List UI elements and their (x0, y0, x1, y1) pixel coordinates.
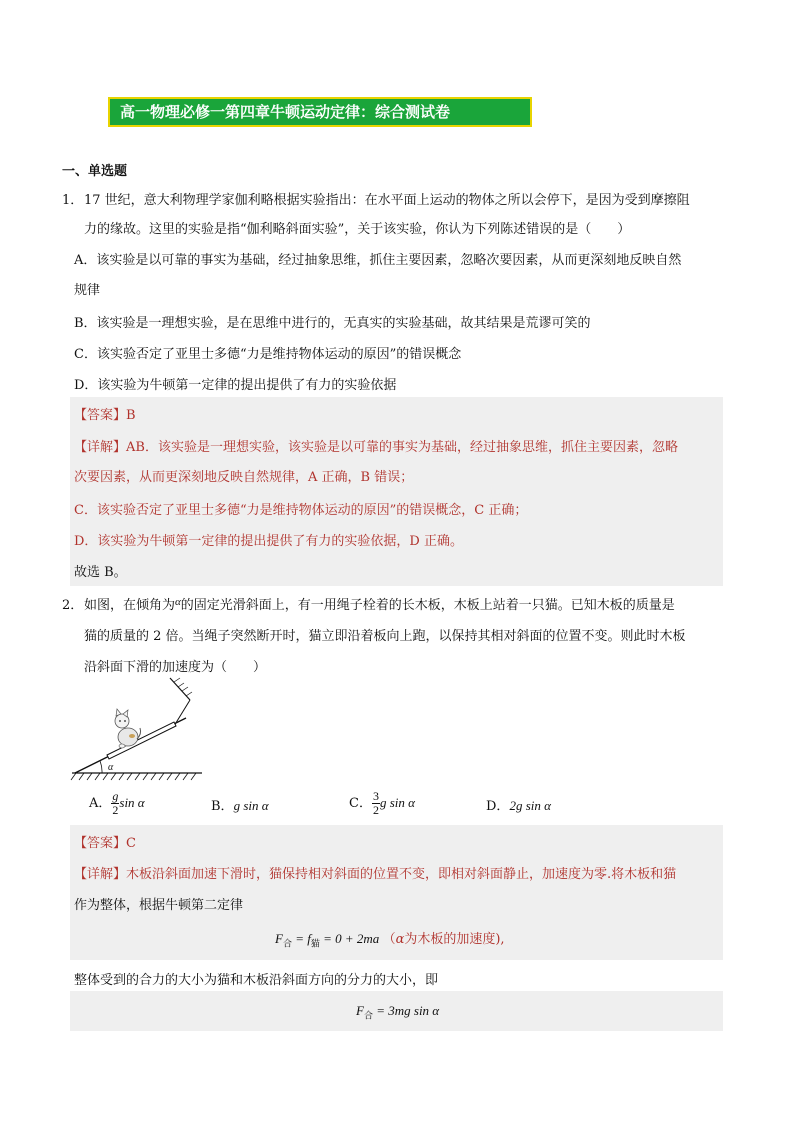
q1-detail-line4: D．该实验为牛顿第一定律的提出提供了有力的实验依据，D 正确。 (74, 534, 463, 549)
q2-option-d-label: D． (486, 799, 510, 814)
q1-option-d: D．该实验为牛顿第一定律的提出提供了有力的实验依据 (74, 378, 397, 393)
incline-figure (70, 676, 210, 786)
eq-mid: = f (291, 931, 311, 946)
q1-detail-line1: 【详解】AB．该实验是一理想实验，该实验是以可靠的事实为基础，经过抽象思维，抓住主要因素，忽略 (74, 440, 678, 455)
q2-option-c-label: C． (349, 796, 372, 811)
eq-note: （α为木板的加速度), (382, 932, 505, 947)
q1-option-a-line2: 规律 (74, 283, 101, 298)
q2-option-b-label: B． (211, 799, 234, 814)
q2-option-a (89, 790, 145, 817)
q2-stem-line1-b: 的固定光滑斜面上，有一用绳子栓着的长木板，木板上站着一只猫。已知木板的质量是 (180, 598, 675, 613)
eq-subscript: 合 (363, 1010, 373, 1021)
alpha-symbol: α (175, 596, 181, 608)
svg-text:α: α (108, 762, 114, 773)
q2-option-b-text: g sin α (233, 798, 269, 813)
q2-stem-line2: 猫的质量的 2 倍。当绳子突然断开时，猫立即沿着板向上跑，以保持其相对斜面的位置不变。则此时木板 (84, 629, 686, 644)
q2-detail-line1: 【详解】木板沿斜面加速下滑时，猫保持相对斜面的位置不变，即相对斜面静止，加速度为零.将木板和猫 (74, 867, 677, 882)
q2-stem-line3: 沿斜面下滑的加速度为（ ） (84, 660, 267, 675)
q1-detail-line3: C．该实验否定了亚里士多德“力是维持物体运动的原因”的错误概念，C 正确； (74, 503, 528, 518)
q1-detail-line5: 故选 B。 (74, 565, 127, 580)
q1-answer-block (70, 397, 723, 586)
equation-2 (356, 1003, 439, 1022)
q2-option-c-tail: g sin α (379, 795, 415, 810)
q1-option-c: C．该实验否定了亚里士多德“力是维持物体运动的原因”的错误概念 (74, 347, 462, 362)
q1-detail-line2: 次要因素，从而更深刻地反映自然规律，A 正确，B 错误； (74, 470, 414, 485)
q1-option-b: B．该实验是一理想实验，是在思维中进行的，无真实的实验基础，故其结果是荒谬可笑的 (74, 316, 591, 331)
denominator: 2 (112, 803, 119, 817)
q2-option-a-tail: sin α (119, 795, 145, 810)
numerator: 3 (372, 789, 379, 803)
q1-answer: 【答案】B (74, 408, 136, 423)
q2-detail-line2: 作为整体，根据牛顿第二定律 (74, 898, 244, 913)
eq-note-text: 为木板的加速度), (404, 932, 505, 947)
q2-answer: 【答案】C (74, 836, 136, 851)
eq-symbol-f: F (356, 1003, 364, 1018)
equation-1 (275, 928, 505, 950)
q2-option-d-text: 2g sin α (509, 798, 551, 813)
page-title: 高一物理必修一第四章牛顿运动定律：综合测试卷 (108, 97, 532, 127)
denominator: 2 (372, 803, 379, 817)
q2-option-c (349, 790, 415, 817)
eq-subscript: 猫 (310, 938, 320, 949)
q2-option-d (486, 795, 551, 814)
eq-rhs: = 0 + 2ma (319, 931, 380, 946)
q2-option-b (211, 795, 269, 814)
q1-stem-line1: 17 世纪，意大利物理学家伽利略根据实验指出：在水平面上运动的物体之所以会停下，是因为受到摩擦阻 (84, 193, 690, 208)
q1-number: 1． (62, 193, 84, 208)
eq-symbol-f: F (275, 931, 283, 946)
q2-detail-line3: 整体受到的合力的大小为猫和木板沿斜面方向的分力的大小，即 (74, 973, 439, 988)
eq-subscript: 合 (282, 938, 292, 949)
fraction (372, 790, 380, 817)
q2-stem-line1-a: 如图，在倾角为 (84, 598, 176, 613)
q1-stem-line2: 力的缘故。这里的实验是指“伽利略斜面实验”，关于该实验，你认为下列陈述错误的是（ ） (84, 222, 631, 237)
q2-number: 2． (62, 598, 84, 613)
q2-option-a-label: A． (89, 796, 112, 811)
section-heading: 一、单选题 (62, 164, 128, 179)
eq-rhs: = 3mg sin α (372, 1003, 440, 1018)
q2-stem-line1 (84, 594, 675, 613)
q1-option-a-line1: A．该实验是以可靠的事实为基础，经过抽象思维，抓住主要因素，忽略次要因素，从而更深刻地反映自然 (74, 253, 682, 268)
numerator: g (112, 789, 119, 803)
eq-note-alpha: α (395, 932, 405, 947)
